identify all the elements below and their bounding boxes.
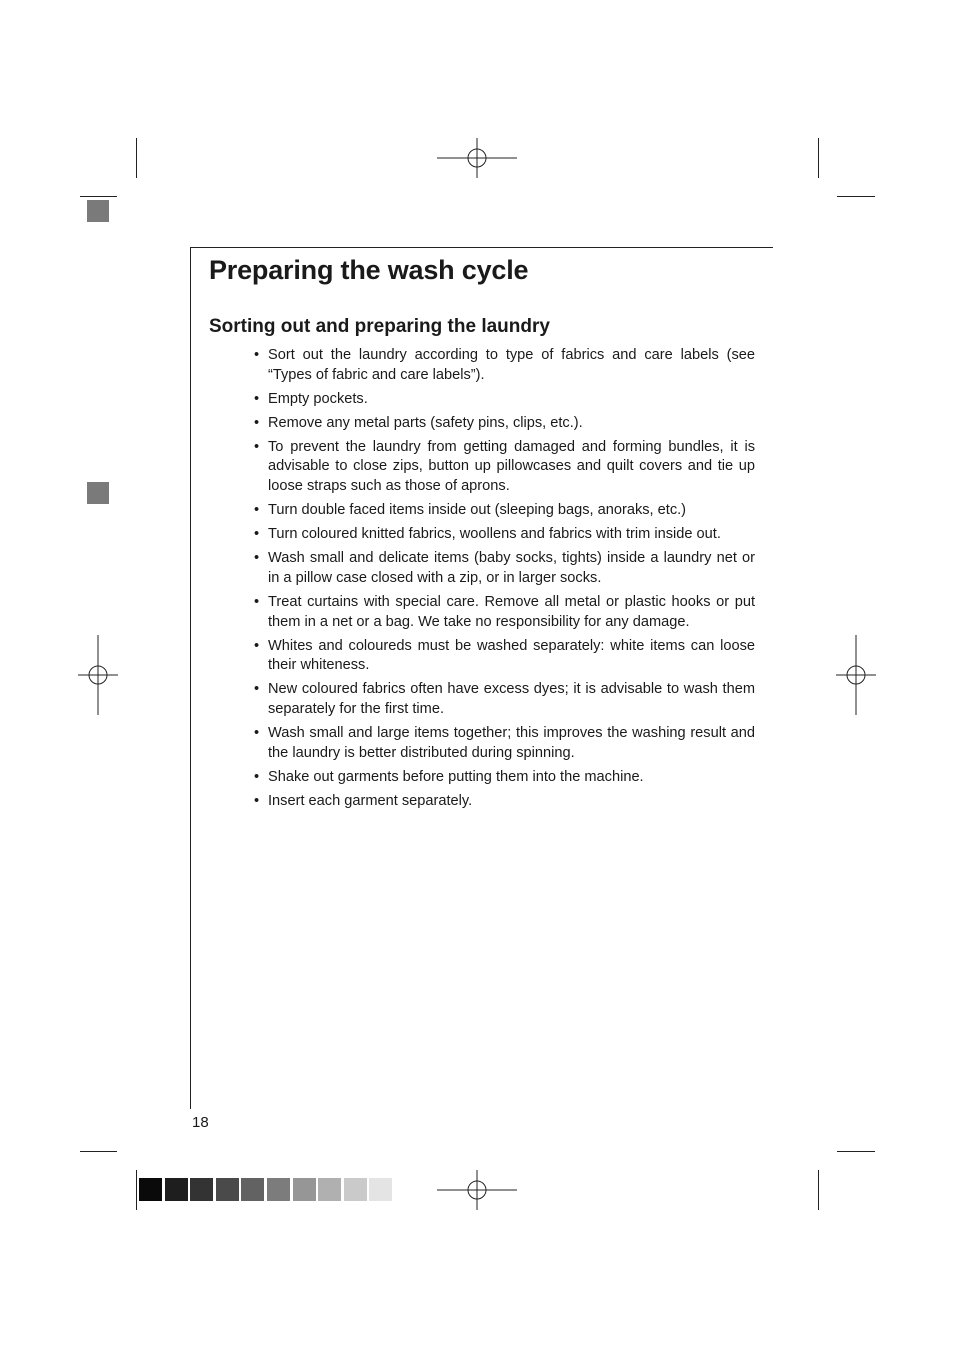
bullet-icon: • — [254, 502, 260, 519]
list-item — [253, 525, 755, 545]
list-item-text: Sort out the laundry according to type of fabrics and care labels (see “Types of fabric and care labels”). — [268, 347, 755, 383]
crop-mark-icon — [837, 196, 875, 197]
section-marker-square-icon — [87, 482, 109, 504]
color-swatch — [267, 1178, 290, 1201]
bullet-icon: • — [254, 792, 260, 809]
list-item — [253, 637, 755, 676]
list-item — [253, 549, 755, 588]
list-item — [253, 680, 755, 719]
list-item — [253, 438, 755, 497]
list-item-text: Turn coloured knitted fabrics, woollens and fabrics with trim inside out. — [268, 526, 721, 543]
bullet-icon: • — [254, 550, 260, 567]
list-item-text: Shake out garments before putting them into the machine. — [268, 768, 644, 785]
bullet-icon: • — [254, 725, 260, 742]
color-swatch — [369, 1178, 392, 1201]
color-swatch — [165, 1178, 188, 1201]
list-item-text: New coloured fabrics often have excess dyes; it is advisable to wash them separately for the first time. — [268, 681, 755, 717]
bullet-icon: • — [254, 414, 260, 431]
list-item-text: Treat curtains with special care. Remove all metal or plastic hooks or put them in a net or a bag. We take no responsibility for any damage. — [268, 594, 755, 630]
list-item-text: Insert each garment separately. — [268, 792, 473, 809]
list-item — [253, 390, 755, 410]
color-calibration-bar — [139, 1178, 395, 1201]
section-title: Sorting out and preparing the laundry — [209, 316, 550, 337]
registration-mark-icon — [816, 635, 896, 715]
page-number: 18 — [192, 1114, 209, 1131]
crop-mark-icon — [818, 1170, 819, 1210]
color-swatch — [344, 1178, 367, 1201]
list-item-text: Empty pockets. — [268, 390, 368, 407]
registration-mark-icon — [58, 635, 138, 715]
list-item — [253, 724, 755, 763]
bullet-icon: • — [254, 526, 260, 543]
list-item-text: Remove any metal parts (safety pins, clips, etc.). — [268, 414, 583, 431]
crop-mark-icon — [837, 1151, 875, 1152]
list-item-text: Wash small and delicate items (baby socks, tights) inside a laundry net or in a pillow case closed with a zip, or in larger socks. — [268, 550, 755, 586]
crop-mark-icon — [136, 1170, 137, 1210]
list-item-text: Wash small and large items together; this improves the washing result and the laundry is better distributed during spinning. — [268, 725, 755, 761]
list-item-text: To prevent the laundry from getting damaged and forming bundles, it is advisable to close zips, button up pillowcases and quilt covers and tie up loose straps such as those of aprons. — [268, 438, 755, 495]
color-swatch — [190, 1178, 213, 1201]
color-swatch — [139, 1178, 162, 1201]
bullet-icon: • — [254, 681, 260, 698]
bullet-icon: • — [254, 594, 260, 611]
registration-mark-icon — [437, 118, 517, 198]
color-swatch — [241, 1178, 264, 1201]
color-swatch — [293, 1178, 316, 1201]
bullet-icon: • — [254, 390, 260, 407]
list-item-text: Turn double faced items inside out (sleeping bags, anoraks, etc.) — [268, 502, 687, 519]
color-swatch — [318, 1178, 341, 1201]
content-frame-top-rule — [190, 247, 773, 248]
bullet-icon: • — [254, 438, 260, 455]
bullet-icon: • — [254, 637, 260, 654]
section-marker-square-icon — [87, 200, 109, 222]
crop-mark-icon — [80, 196, 117, 197]
page-title: Preparing the wash cycle — [209, 255, 529, 285]
bullet-list — [253, 346, 755, 816]
registration-mark-icon — [437, 1150, 517, 1230]
list-item — [253, 768, 755, 788]
list-item — [253, 346, 755, 385]
list-item — [253, 414, 755, 434]
list-item — [253, 792, 755, 812]
list-item-text: Whites and coloureds must be washed separately: white items can loose their whiteness. — [268, 637, 755, 674]
crop-mark-icon — [818, 138, 819, 178]
bullet-icon: • — [254, 347, 260, 363]
content-frame-left-rule — [190, 247, 191, 1109]
list-item — [253, 501, 755, 521]
crop-mark-icon — [80, 1151, 117, 1152]
bullet-icon: • — [254, 768, 260, 785]
crop-mark-icon — [136, 138, 137, 178]
color-swatch — [216, 1178, 239, 1201]
list-item — [253, 593, 755, 632]
